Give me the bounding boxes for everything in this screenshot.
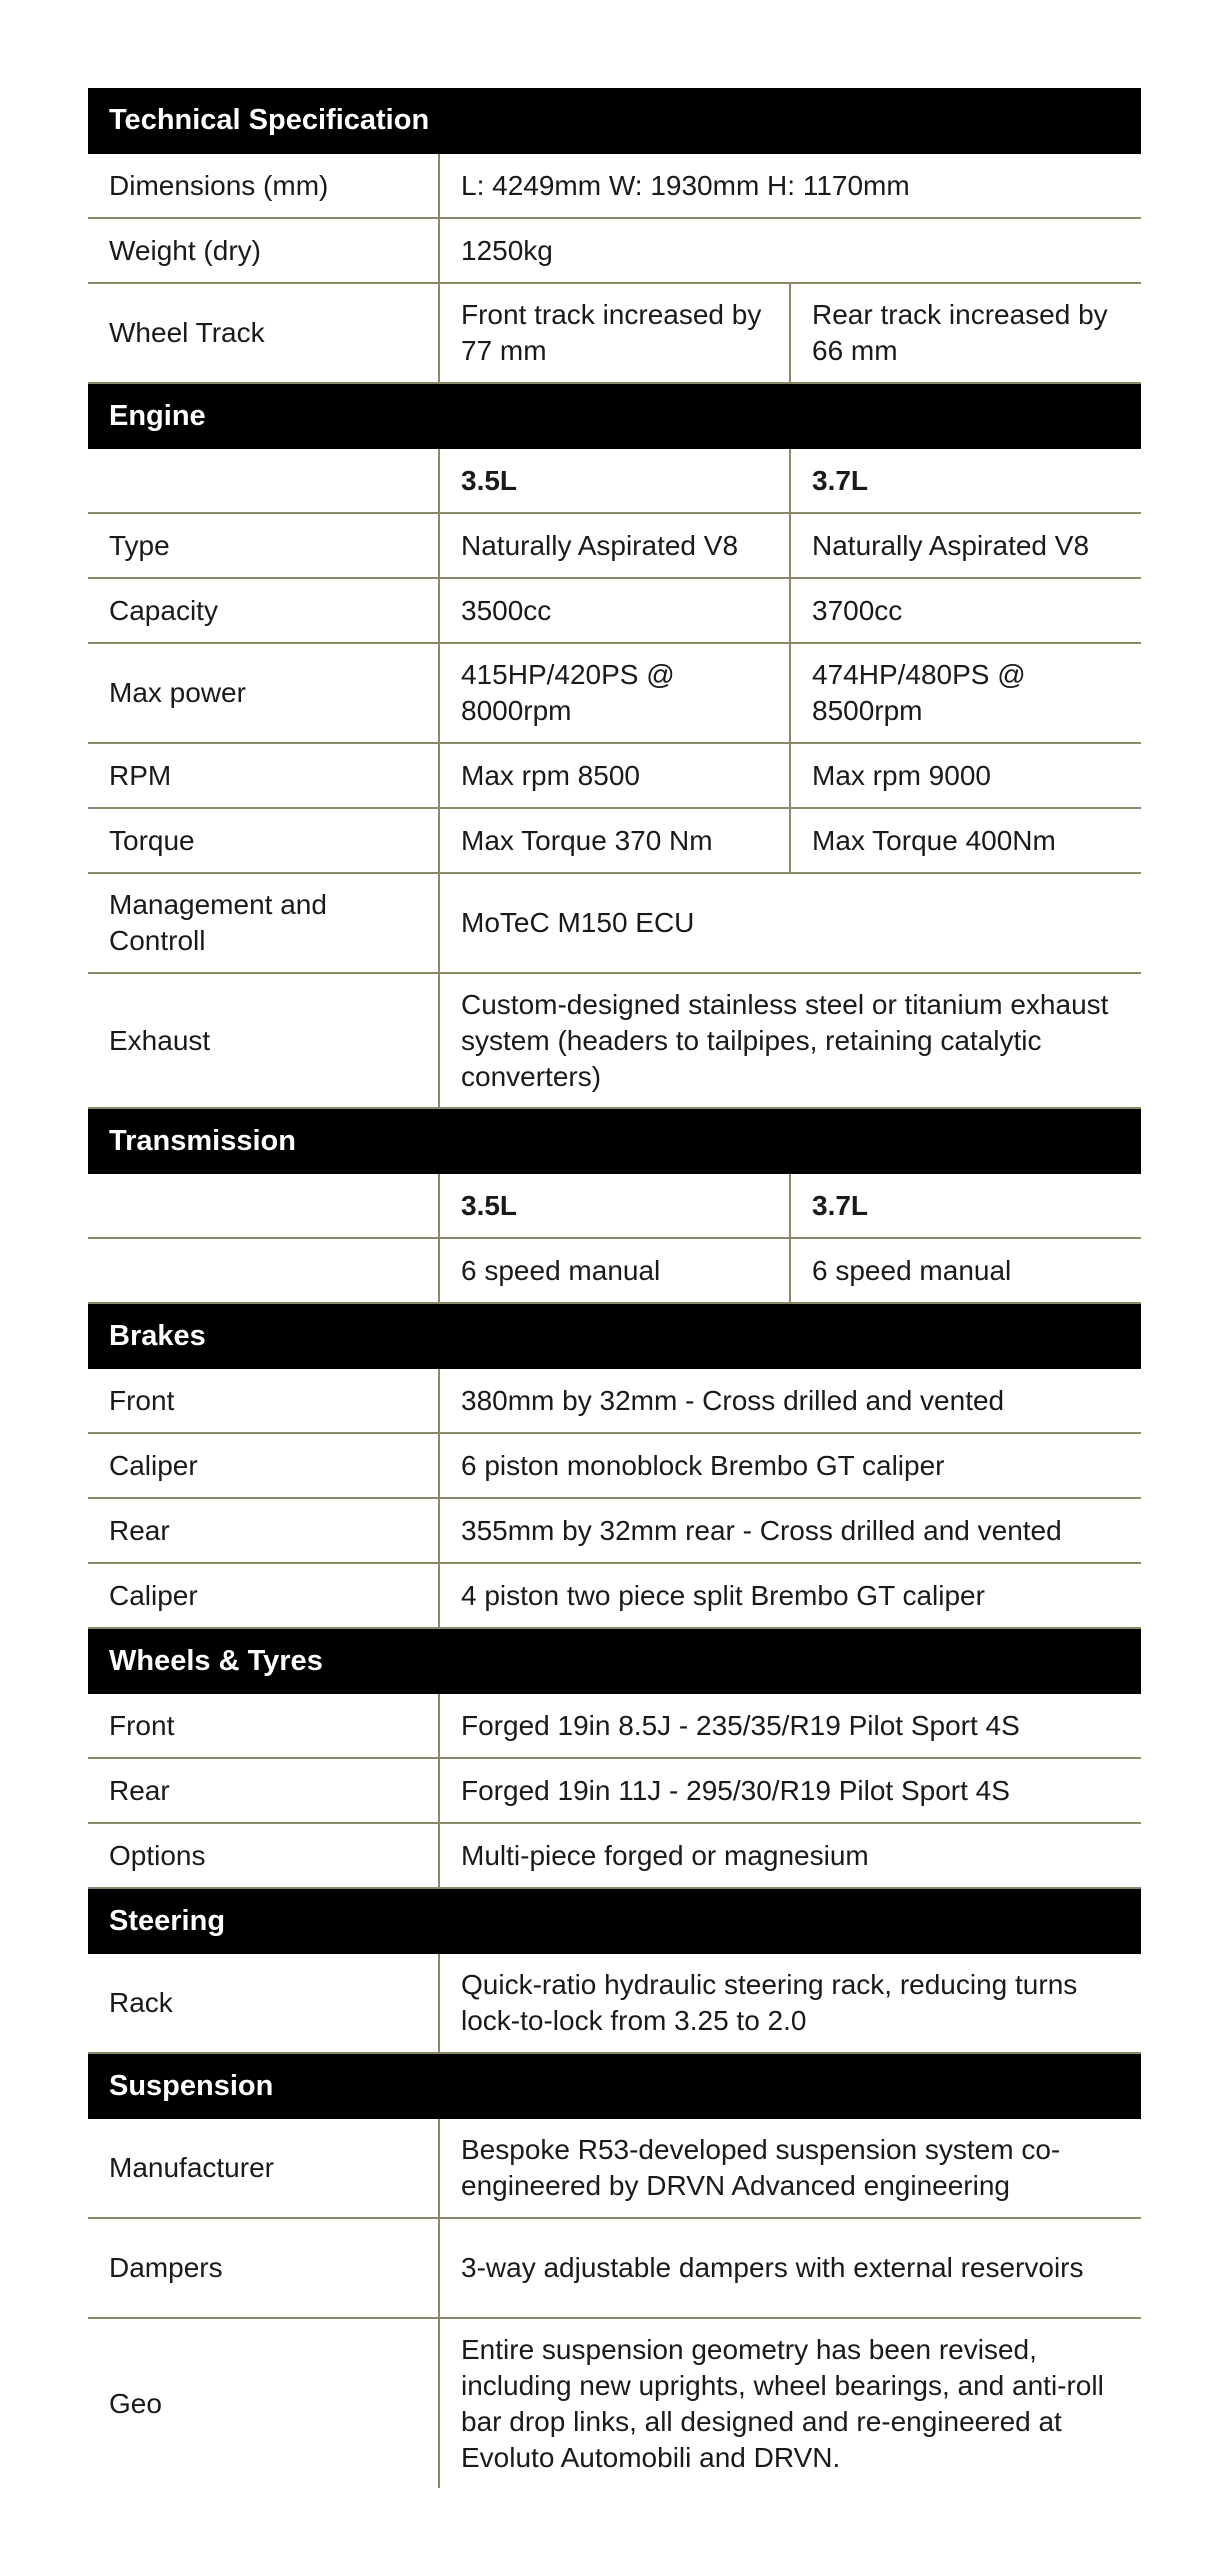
- row-value-3-7l: 474HP/480PS @ 8500rpm: [790, 643, 1141, 743]
- row-value: Multi-piece forged or magnesium: [439, 1823, 1141, 1888]
- row-value: MoTeC M150 ECU: [439, 873, 1141, 973]
- row-label: Rear: [88, 1758, 439, 1823]
- row-label: Front: [88, 1693, 439, 1758]
- table-row: [88, 283, 1141, 383]
- row-value-rear: Rear track increased by 66 mm: [790, 283, 1141, 383]
- row-value: Quick-ratio hydraulic steering rack, reducing turns lock-to-lock from 3.25 to 2.0: [439, 1953, 1141, 2053]
- section-header-transmission: [88, 1108, 1141, 1173]
- row-label: Management and Controll: [88, 873, 439, 973]
- section-title: Technical Specification: [88, 88, 1141, 153]
- row-label: Rack: [88, 1953, 439, 2053]
- row-value-3-7l: 3700cc: [790, 578, 1141, 643]
- row-label: Type: [88, 513, 439, 578]
- table-row: [88, 1433, 1141, 1498]
- row-label: Capacity: [88, 578, 439, 643]
- row-value: Custom-designed stainless steel or titanium exhaust system (headers to tailpipes, retaining catalytic converters): [439, 973, 1141, 1108]
- section-header-engine: [88, 383, 1141, 448]
- empty-cell: [88, 448, 439, 513]
- table-row: [88, 513, 1141, 578]
- table-column-header-row: [88, 448, 1141, 513]
- technical-specification-table: [88, 88, 1141, 2488]
- table-row: [88, 873, 1141, 973]
- empty-cell: [88, 1173, 439, 1238]
- table-row: [88, 1368, 1141, 1433]
- row-value-3-5l: Naturally Aspirated V8: [439, 513, 790, 578]
- row-label: Caliper: [88, 1563, 439, 1628]
- column-header-3-7l: 3.7L: [790, 1173, 1141, 1238]
- table-row: [88, 743, 1141, 808]
- row-value-3-5l: 415HP/420PS @ 8000rpm: [439, 643, 790, 743]
- section-header-technical-specification: [88, 88, 1141, 153]
- row-value-3-7l: Max rpm 9000: [790, 743, 1141, 808]
- row-value-3-7l: 6 speed manual: [790, 1238, 1141, 1303]
- row-value: 355mm by 32mm rear - Cross drilled and vented: [439, 1498, 1141, 1563]
- section-header-brakes: [88, 1303, 1141, 1368]
- table-row: [88, 1823, 1141, 1888]
- column-header-3-7l: 3.7L: [790, 448, 1141, 513]
- row-label: Rear: [88, 1498, 439, 1563]
- table-row: [88, 2118, 1141, 2218]
- row-value-3-7l: Max Torque 400Nm: [790, 808, 1141, 873]
- table-row: [88, 1693, 1141, 1758]
- row-value: 6 piston monoblock Brembo GT caliper: [439, 1433, 1141, 1498]
- row-label: Wheel Track: [88, 283, 439, 383]
- table-column-header-row: [88, 1173, 1141, 1238]
- section-header-suspension: [88, 2053, 1141, 2118]
- table-row: [88, 808, 1141, 873]
- section-title: Wheels & Tyres: [88, 1628, 1141, 1693]
- row-label: Weight (dry): [88, 218, 439, 283]
- row-label: Geo: [109, 2387, 162, 2419]
- table-row: [88, 973, 1141, 1108]
- table-row: [88, 1498, 1141, 1563]
- row-value: 3-way adjustable dampers with external reservoirs: [439, 2218, 1141, 2318]
- table-row: [88, 2318, 1141, 2488]
- row-value: L: 4249mm W: 1930mm H: 1170mm: [439, 153, 1141, 218]
- row-value: Bespoke R53-developed suspension system co-engineered by DRVN Advanced engineering: [439, 2118, 1141, 2218]
- row-value-3-7l: Naturally Aspirated V8: [790, 513, 1141, 578]
- row-label: Dimensions (mm): [88, 153, 439, 218]
- table-row: [88, 578, 1141, 643]
- row-value-3-5l: Max rpm 8500: [439, 743, 790, 808]
- column-header-3-5l: 3.5L: [439, 448, 790, 513]
- table-row: [88, 1563, 1141, 1628]
- section-title: Transmission: [88, 1108, 1141, 1173]
- row-value-3-5l: 6 speed manual: [439, 1238, 790, 1303]
- table-row: [88, 153, 1141, 218]
- table-row: [88, 643, 1141, 743]
- section-title: Steering: [88, 1888, 1141, 1953]
- table-row: [88, 2218, 1141, 2318]
- row-label: Manufacturer: [88, 2118, 439, 2218]
- table-row: [88, 1238, 1141, 1303]
- row-value: Entire suspension geometry has been revised, including new uprights, wheel bearings, and anti-roll bar drop links, all designed and re-engineered at Evoluto Automobili and DRVN.: [439, 2318, 1141, 2488]
- row-value: Forged 19in 11J - 295/30/R19 Pilot Sport 4S: [439, 1758, 1141, 1823]
- row-label: Options: [88, 1823, 439, 1888]
- row-value: 380mm by 32mm - Cross drilled and vented: [439, 1368, 1141, 1433]
- row-label: Caliper: [88, 1433, 439, 1498]
- section-header-steering: [88, 1888, 1141, 1953]
- row-value: Forged 19in 8.5J - 235/35/R19 Pilot Sport 4S: [439, 1693, 1141, 1758]
- section-header-wheels-tyres: [88, 1628, 1141, 1693]
- row-label: Front: [88, 1368, 439, 1433]
- column-header-3-5l: 3.5L: [439, 1173, 790, 1238]
- row-label: Max power: [88, 643, 439, 743]
- row-label: Exhaust: [88, 973, 439, 1108]
- row-value-3-5l: 3500cc: [439, 578, 790, 643]
- row-value-front: Front track increased by 77 mm: [439, 283, 790, 383]
- row-label: RPM: [88, 743, 439, 808]
- table-row: [88, 1758, 1141, 1823]
- section-title: Suspension: [88, 2053, 1141, 2118]
- empty-cell: [88, 1238, 439, 1303]
- row-value-3-5l: Max Torque 370 Nm: [439, 808, 790, 873]
- row-value: 1250kg: [439, 218, 1141, 283]
- row-label: Dampers: [88, 2218, 439, 2318]
- section-title: Brakes: [88, 1303, 1141, 1368]
- row-label: Torque: [88, 808, 439, 873]
- table-row: [88, 1953, 1141, 2053]
- row-value: 4 piston two piece split Brembo GT caliper: [439, 1563, 1141, 1628]
- section-title: Engine: [88, 383, 1141, 448]
- table-row: [88, 218, 1141, 283]
